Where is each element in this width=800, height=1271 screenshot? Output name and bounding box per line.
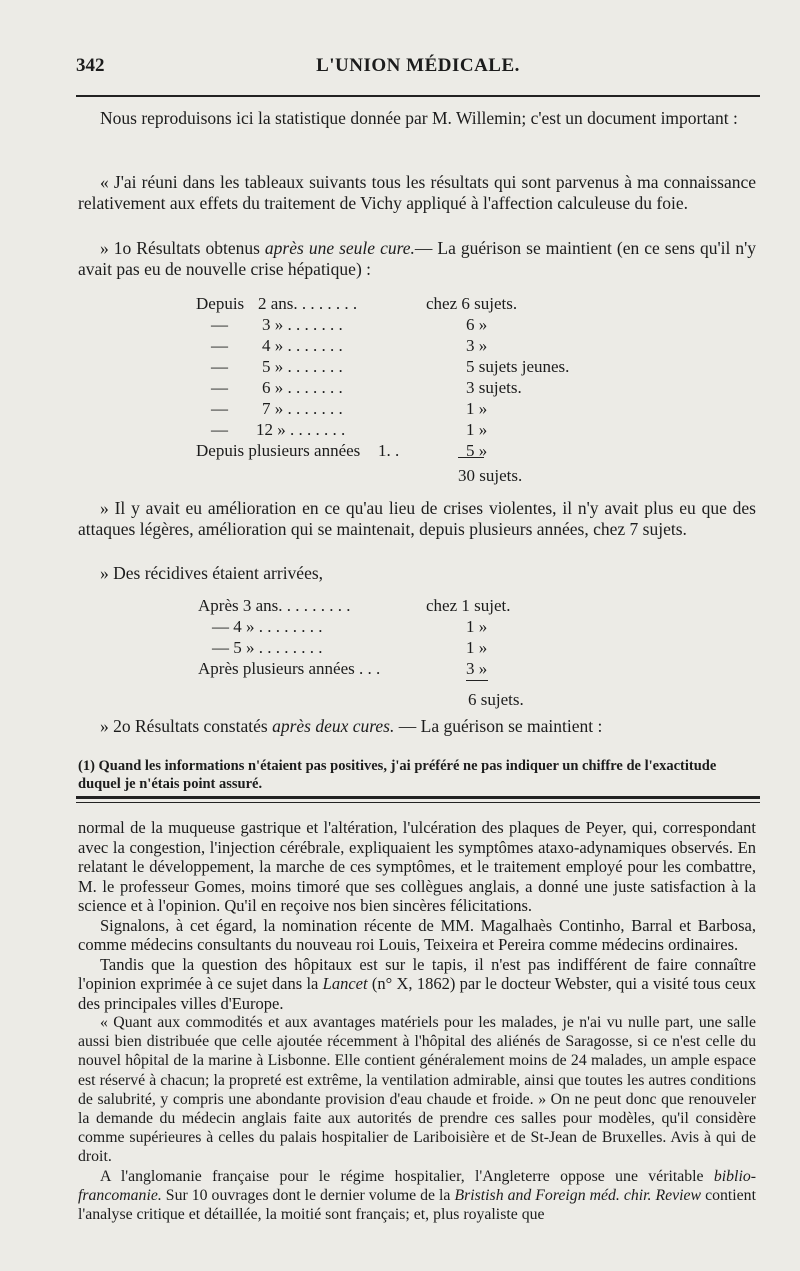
- results-two-heading: [78, 716, 756, 737]
- results-table-two: Après 3 ans. . . . . . . . . chez 1 sujet. — 4 » . . . . . . . . 1 » — 5 » . . . . . . . . 1 » Après plusieurs années . . . 3 »: [198, 596, 511, 678]
- intro-section: [78, 108, 756, 129]
- improvement-section: [78, 498, 756, 540]
- bottom-paragraph-3: Tandis que la question des hôpitaux est sur le tapis, il n'est pas indifférent de faire connaître l'opinion exprimée à ce sujet dans la Lancet (n° X, 1862) par le docteur Webster, qui a visité tous ceux des principales villes d'Europe.: [78, 954, 757, 1013]
- bottom-article: [78, 818, 756, 1224]
- bottom-paragraph-2: Signalons, à cet égard, la nomination récente de MM. Magalhaès Continho, Barral et Barbosa, comme médecins consultants du nouveau roi Louis, Teixeira et Pereira comme médecins ordinaires.: [78, 915, 756, 954]
- section-divider: [76, 796, 760, 803]
- table-one-total: 30 sujets.: [458, 466, 523, 485]
- table-two-total: 6 sujets.: [468, 690, 524, 709]
- bottom-paragraph-4: « Quant aux commodités et aux avantages matériels pour les malades, je n'ai vu nulle part, une salle aussi bien distribuée que celle ajoutée récemment à l'hôpital des aliénés de Saragosse, si ce n'est celle du nouvel hôpital de la marine à Lisbonne. Elle contient généralement moins de 24 malades, un ample espace est réservé à chacun; la propreté est extrême, la ventilation admirable, ainsi que toutes les autres conditions de salubrité, y compris une abondante provision d'eau chaude et froide. » On ne peut donc que renouveler la demande du médecin anglais faite aux autorités de prendre ces salles pour modèles, qu'il considère comme supérieures à celles du palais hospitalier de Lariboisière et de St-Jean de Bruxelles. Avis à qui de droit.: [78, 1014, 756, 1166]
- sum-line: [458, 457, 484, 458]
- results-one-paragraph: » 1o Résultats obtenus après une seule cure.— La guérison se maintient (en ce sens qu'il n'y avait pas eu de nouvelle crise hépatique) :: [78, 238, 756, 279]
- results-table-one: Depuis 2 ans. . . . . . . . chez 6 sujets. — 3 » . . . . . . . 6 » — 4 » . . . . . . . 3 » — 5 » . . . . . . . 5 sujets jeunes. — 6 » . . . . . . . 3 sujets. — 7 » . . . . . . . 1 » — 12 » . . . . . . . 1 » Depuis plusieurs années 1. . 5 »: [196, 294, 570, 460]
- recurrence-paragraph: » Des récidives étaient arrivées,: [100, 563, 324, 583]
- bottom-paragraph-5: A l'anglomanie française pour le régime hospitalier, l'Angleterre oppose une véritable biblio-francomanie. Sur 10 ouvrages dont le dernier volume de la Bristish and Foreign méd. chir. Review contient l'analyse critique et détaillée, la moitié sont français; et, plus royaliste que: [78, 1167, 756, 1224]
- intro-paragraph: Nous reproduisons ici la statistique donnée par M. Willemin; c'est un document important :: [100, 108, 738, 128]
- footnote: (1) Quand les informations n'étaient pas positives, j'ai préféré ne pas indiquer un chiffre de l'exactitude duquel je n'étais point assuré.: [78, 758, 717, 792]
- results-one-heading: [78, 238, 756, 280]
- sum-line: [466, 680, 488, 681]
- header-rule: [76, 95, 760, 97]
- page-header: [76, 55, 760, 85]
- improvement-paragraph: » Il y avait eu amélioration en ce qu'au lieu de crises violentes, il n'y avait plus eu que des attaques légères, amélioration qui se maintenait, depuis plusieurs années, chez 7 sujets.: [78, 498, 756, 539]
- quote-section: [78, 172, 756, 214]
- recurrence-section: [78, 563, 756, 584]
- page-number: 342: [76, 55, 105, 76]
- bottom-paragraph-1: normal de la muqueuse gastrique et l'altération, l'ulcération des plaques de Peyer, qui, correspondant avec la congestion, l'injection cérébrale, expliquaient les symptômes ataxo-adynamiques observés. En relatant le développement, la marche de ces symptômes, et le traitement employé pour les combattre, M. le professeur Gomes, moins timoré que ses collègues anglais, a donné une juste satisfaction à la science et à l'opinion. Qu'il en reçoive nos bien sincères félicitations.: [78, 818, 756, 915]
- quote-paragraph: « J'ai réuni dans les tableaux suivants tous les résultats qui sont parvenus à ma connaissance relativement aux effets du traitement de Vichy appliqué à l'affection calculeuse du foie.: [78, 172, 756, 213]
- results-two-paragraph: » 2o Résultats constatés après deux cures. — La guérison se maintient :: [100, 716, 603, 736]
- journal-title: L'UNION MÉDICALE.: [316, 55, 520, 76]
